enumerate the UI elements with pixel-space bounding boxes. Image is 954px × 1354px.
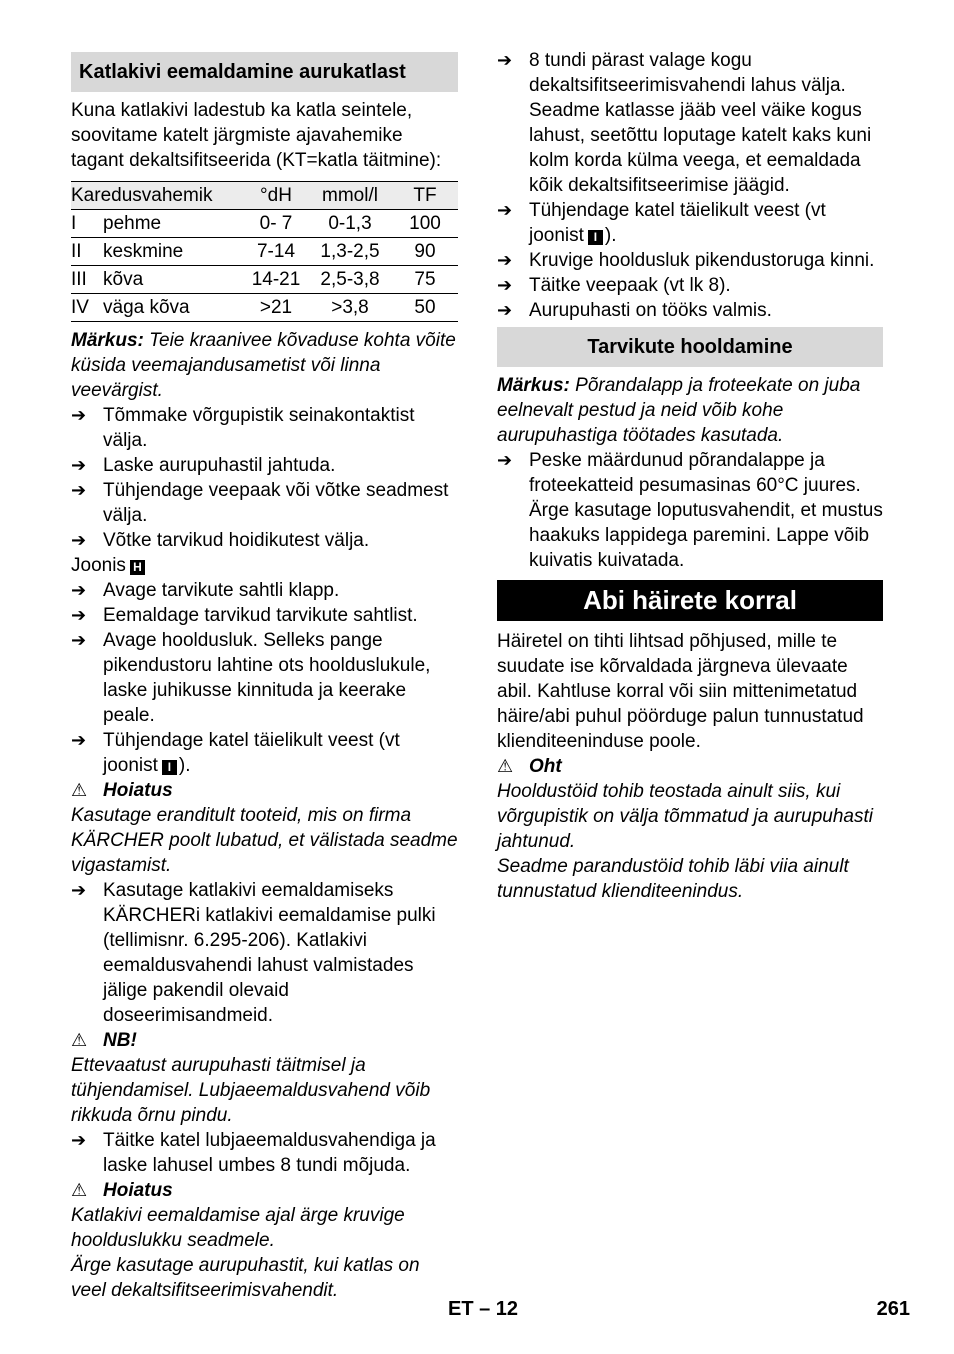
table-row [71,294,458,322]
step-text: Kasutage katlakivi eemaldamiseks KÄRCHERi katlakivi eemaldamise pulki (tellimisnr. 6.295-206). Katlakivi eemaldusvahendi lahust valmistades jälige pakendil olevaid doseerimisandmeid. [103,880,436,1026]
step-text: Tõmmake võrgupistik seinakontaktist välja. [103,405,415,451]
header-hardness: Karedusvahemik [71,182,244,210]
header-dh: °dH [244,182,308,210]
cell-roman: III [71,266,103,294]
warning-title: Hoiatus [103,780,173,801]
right-arrow-icon: ➔ [71,630,87,650]
step-text: Aurupuhasti on tööks valmis. [529,300,772,321]
figure-label: Joonis [71,555,126,576]
list-item [497,248,883,273]
list-item [497,198,883,248]
right-arrow-icon: ➔ [71,605,87,625]
cell-tf: 100 [392,210,458,238]
right-arrow-icon: ➔ [71,730,87,750]
header-mmol: mmol/l [308,182,392,210]
list-item [71,628,458,728]
danger-text: Hooldustöid tohib teostada ainult siis, kui võrgupistik on välja tõmmatud ja aurupuhasti jahtunud. [497,781,873,852]
right-arrow-icon: ➔ [71,530,87,550]
hardness-table [71,181,458,322]
right-arrow-icon: ➔ [71,1130,87,1150]
danger-title: Oht [529,756,562,777]
step-text-a: Tühjendage katel täielikult veest (vt joonist [529,200,826,246]
step-text-a: Tühjendage katel täielikult veest (vt joonist [103,730,400,776]
step-text: Täitke katel lubjaeemaldusvahendiga ja laske lahusel umbes 8 tundi mõjuda. [103,1130,436,1176]
cell-mmol: 0-1,3 [308,210,392,238]
nb-title: NB! [103,1030,137,1051]
step-text: Täitke veepaak (vt lk 8). [529,275,731,296]
warning-heading [71,1178,458,1203]
list-item [71,403,458,453]
cell-mmol: 2,5-3,8 [308,266,392,294]
warning-triangle-icon: ⚠ [71,780,88,800]
right-arrow-icon: ➔ [71,405,87,425]
cell-roman: IV [71,294,103,322]
right-arrow-icon: ➔ [497,450,513,470]
right-arrow-icon: ➔ [71,580,87,600]
right-column [497,48,883,904]
cell-name: keskmine [103,238,244,266]
troubleshooting-intro: Häiretel on tihti lihtsad põhjused, mille te suudate ise kõrvaldada järgneva ülevaate abil. Kahtluse korral või siin mittenimetatud häire/abi puhul pöörduge palun tunnustatud klienditeeninduse poole. [497,631,864,752]
cell-dh: 7-14 [244,238,308,266]
list-item [71,728,458,778]
warning-triangle-icon: ⚠ [71,1180,88,1200]
note-label: Märkus: [497,375,570,396]
cell-name: kõva [103,266,244,294]
figure-reference [71,553,458,578]
step-text: Laske aurupuhastil jahtuda. [103,455,336,476]
right-arrow-icon: ➔ [71,455,87,475]
footer-section-label: ET – 12 [448,1298,519,1320]
cell-mmol: >3,8 [308,294,392,322]
cell-roman: II [71,238,103,266]
descaling-intro: Kuna katlakivi ladestub ka katla seintele, soovitame katelt järgmiste ajavahemike tagant dekaltsifitseerida (KT=katla täitmine): [71,100,442,171]
cell-name: pehme [103,210,244,238]
nb-text: Ettevaatust aurupuhasti täitmisel ja tühjendamisel. Lubjaeemaldusvahend võib rikkuda õrnu pindu. [71,1055,431,1126]
note-accessories [497,373,883,448]
cell-tf: 90 [392,238,458,266]
warning-title: Hoiatus [103,1180,173,1201]
nb-heading [71,1028,458,1053]
figure-h-icon: H [130,560,145,575]
figure-i-icon: I [162,760,177,775]
right-arrow-icon: ➔ [497,250,513,270]
step-text [103,728,458,778]
list-item [497,448,883,573]
right-arrow-icon: ➔ [71,880,87,900]
right-arrow-icon: ➔ [497,200,513,220]
step-text: Kruvige hooldusluk pikendustoruga kinni. [529,250,875,271]
cell-name: väga kõva [103,294,244,322]
table-row [71,210,458,238]
step-text [529,198,883,248]
list-item [71,453,458,478]
page-number: 261 [876,1298,910,1320]
danger-heading [497,754,883,779]
cell-roman: I [71,210,103,238]
right-arrow-icon: ➔ [497,50,513,70]
list-item [497,48,883,198]
cell-dh: 14-21 [244,266,308,294]
list-item [71,528,458,553]
list-item [71,1128,458,1178]
cell-dh: >21 [244,294,308,322]
warning-text: Katlakivi eemaldamise ajal ärge kruvige hoolduslukku seadmele. [71,1205,405,1251]
list-item [71,878,458,1028]
section-heading-accessories: Tarvikute hooldamine [497,327,883,367]
table-row [71,266,458,294]
step-text: Peske määrdunud põrandalappe ja froteekatteid pesumasinas 60°C juures. Ärge kasutage loputusvahendit, et mustus haakuks lappidega paremini. Lappe võib kuivatis kuivatada. [529,450,883,571]
list-item [497,273,883,298]
step-text-b: ). [604,225,617,246]
list-item [71,603,458,628]
header-tf: TF [392,182,458,210]
warning-text: Kasutage eranditult tooteid, mis on firma KÄRCHER poolt lubatud, et välistada seadme vigastamist. [71,805,458,876]
warning-heading [71,778,458,803]
list-item [71,478,458,528]
warning-triangle-icon: ⚠ [497,756,514,776]
list-item [71,578,458,603]
warning-text: Ärge kasutage aurupuhastit, kui katlas on veel dekaltsifitseerimisvahendit. [71,1255,420,1301]
warning-triangle-icon: ⚠ [71,1030,88,1050]
right-arrow-icon: ➔ [71,480,87,500]
step-text-b: ). [178,755,191,776]
right-arrow-icon: ➔ [497,300,513,320]
note-text: Teie kraanivee kõvaduse kohta võite küsida veemajandusametist või linna veevärgist. [71,330,456,401]
figure-i-icon: I [588,230,603,245]
table-row [71,238,458,266]
step-text: 8 tundi pärast valage kogu dekaltsifitseerimisvahendi lahus välja. Seadme katlasse jääb veel väike kogus lahust, seetõttu loputage katelt kaks kuni kolm korda külma veega, et eemaldada kõik dekaltsifitseerimise jäägid. [529,50,872,196]
step-text: Avage tarvikute sahtli klapp. [103,580,340,601]
table-header-row [71,182,458,210]
step-text: Avage hooldusluk. Selleks pange pikendustoru lahtine ots hoolduslukule, laske juhikusse kinnituda ja keerake peale. [103,630,431,726]
danger-text: Seadme parandustöid tohib läbi viia ainult tunnustatud klienditeenindus. [497,856,849,902]
note-label: Märkus: [71,330,144,351]
step-text: Eemaldage tarvikud tarvikute sahtlist. [103,605,418,626]
chapter-heading-troubleshooting: Abi häirete korral [497,580,883,621]
list-item [497,298,883,323]
note-water-hardness [71,328,458,403]
cell-dh: 0- 7 [244,210,308,238]
step-text: Võtke tarvikud hoidikutest välja. [103,530,370,551]
right-arrow-icon: ➔ [497,275,513,295]
cell-tf: 75 [392,266,458,294]
cell-tf: 50 [392,294,458,322]
section-heading-descaling: Katlakivi eemaldamine aurukatlast [71,52,458,92]
cell-mmol: 1,3-2,5 [308,238,392,266]
step-text: Tühjendage veepaak või võtke seadmest välja. [103,480,449,526]
left-column [71,48,458,1303]
note-text: Põrandalapp ja froteekate on juba eelnevalt pestud ja neid võib kohe aurupuhastiga töötades kasutada. [497,375,861,446]
